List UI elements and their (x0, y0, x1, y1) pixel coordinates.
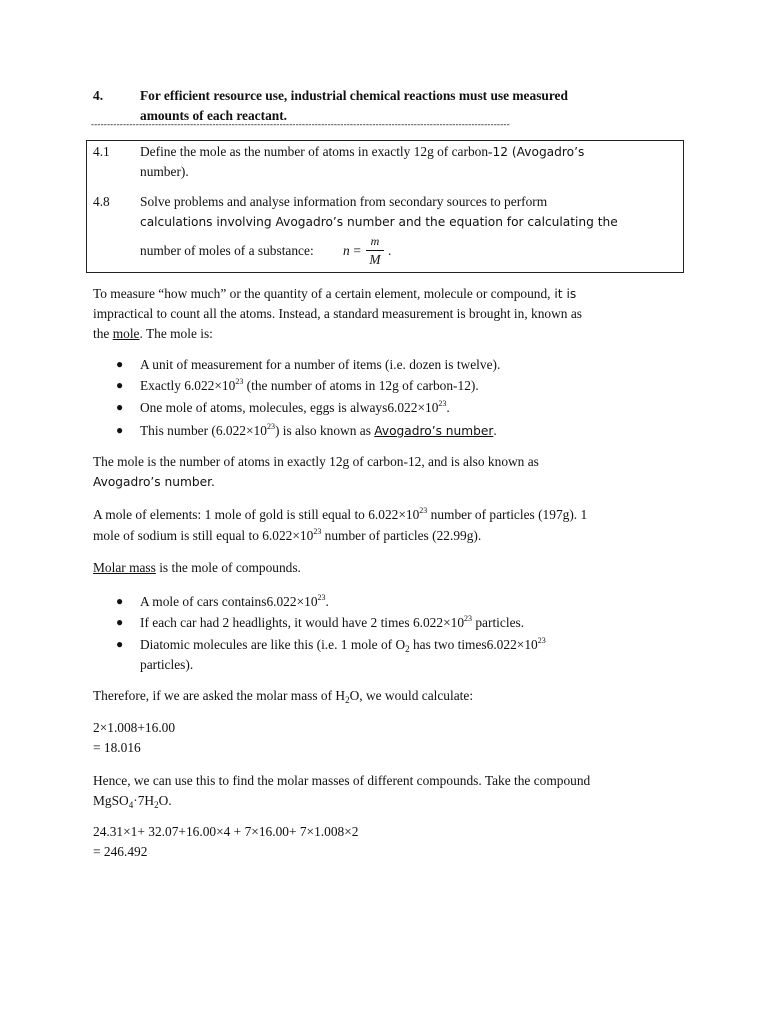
bullet-cars-pre: A mole of cars contains (140, 594, 267, 609)
bullet-dot: ● (116, 637, 124, 651)
avogadro-number-term: Avogadro’s number (374, 424, 494, 438)
equation-period: . (388, 243, 392, 258)
formula-sub-1: 4 (128, 800, 134, 811)
elements-line-2 (93, 526, 481, 546)
water-calculation-line-1: 2×1.008+16.00 (93, 720, 176, 735)
avogadro-mantissa: 6.022×10 (412, 615, 465, 630)
avogadro-mantissa: 6.022×10 (262, 528, 314, 543)
avogadro-mantissa: 6.022×10 (387, 400, 439, 415)
avogadro-mantissa: 6.022×10 (486, 637, 538, 652)
formula-part-2: 7H (137, 793, 155, 809)
avogadro-exponent: 23 (419, 506, 428, 515)
avogadro-exponent: 23 (464, 614, 473, 623)
outcome-text-4-8 (140, 192, 618, 232)
avogadro-constant (387, 400, 446, 415)
dashed-divider: ----------------------------------------------------------------------------------------------------------------------------------- (91, 119, 510, 129)
elements-line-1a: A mole of elements: 1 mole of gold is still equal to (93, 507, 369, 522)
formula-dot: · (133, 793, 138, 809)
water-line-post: O, we would calculate: (349, 688, 474, 703)
bullet-cars (140, 592, 329, 612)
intro-line-3a: the (93, 326, 113, 342)
water-calculation-result: = 18.016 (93, 740, 141, 756)
avogadro-constant (487, 637, 546, 652)
bullet-always (140, 398, 450, 418)
avogadro-exponent: 23 (537, 636, 546, 645)
heading-line-2: amounts of each reactant. (140, 108, 288, 124)
compound-formula (93, 791, 590, 811)
section-number: 4. (93, 88, 104, 103)
outcome-text-4-1 (140, 142, 584, 182)
bullet-dot: ● (116, 400, 124, 414)
bullet-also-known-mid: ) is also known as (274, 423, 375, 438)
bullet-also-known-post: . (493, 423, 497, 438)
outcome-4-8-line-1: Solve problems and analyse information from secondary sources to perform (140, 194, 548, 209)
bullet-unit: A unit of measurement for a number of items (i.e. dozen is twelve). (140, 357, 501, 372)
bullet-diatomic (140, 635, 546, 655)
bullet-dot: ● (116, 378, 124, 392)
outcome-4-8-line-3: number of moles of a substance: (140, 243, 314, 258)
bullet-diatomic-line-2: particles). (140, 657, 194, 672)
avogadro-constant (266, 594, 325, 609)
mole-definition-line-2: Avogadro’s number. (93, 475, 215, 490)
compound-paragraph (93, 771, 590, 811)
avogadro-exponent: 23 (438, 399, 447, 408)
bullet-always-pre: One mole of atoms, molecules, eggs is always (140, 400, 388, 415)
water-line-pre: Therefore, if we are asked the molar mass of H (93, 688, 346, 703)
bullet-dot: ● (116, 357, 124, 371)
intro-paragraph (93, 284, 582, 344)
molar-mass-line (93, 558, 301, 578)
equation-denominator: M (369, 252, 381, 267)
intro-line-3b: . The mole is: (139, 326, 213, 342)
hydrogen-subscript: 2 (345, 695, 350, 705)
avogadro-mantissa: 6.022×10 (184, 378, 236, 393)
avogadro-exponent: 23 (235, 377, 244, 386)
elements-line-2b: number of particles (22.99g). (321, 528, 482, 543)
equation-n: n (343, 243, 350, 258)
outcome-code-4-1: 4.1 (93, 144, 110, 159)
bullet-also-known (140, 421, 497, 441)
outcome-code-4-8: 4.8 (93, 194, 110, 209)
bullet-always-post: . (446, 400, 450, 415)
bullet-dot: ● (116, 423, 124, 437)
water-calculation (93, 718, 175, 758)
bullet-headlights-pre: If each car had 2 headlights, it would have 2 times (140, 615, 413, 630)
intro-line-1a: To measure “how much” or the quantity of a certain element, molecule or compound, (93, 286, 551, 301)
avogadro-exponent: 23 (317, 593, 326, 602)
mole-definition-paragraph (93, 452, 539, 492)
oxygen-subscript: 2 (405, 644, 410, 654)
elements-line-1b: number of particles (197g). 1 (427, 507, 588, 522)
avogadro-constant (413, 615, 472, 630)
equation-equals: = (350, 243, 365, 258)
compound-line-1: Hence, we can use this to find the molar masses of different compounds. Take the compound (93, 773, 591, 788)
formula-part-1: MgSO (93, 793, 129, 809)
bullet-dot: ● (116, 615, 124, 629)
intro-line-2: impractical to count all the atoms. Instead, a standard measurement is brought in, known as (93, 306, 583, 322)
bullet-cars-post: . (325, 594, 329, 609)
bullet-exactly-pre: Exactly (140, 378, 185, 393)
mole-definition-line-1: The mole is the number of atoms in exactly 12g of carbon-12, and is also known as (93, 454, 539, 469)
avogadro-mantissa: 6.022×10 (215, 423, 267, 438)
bullet-also-known-pre: This number ( (140, 423, 216, 438)
bullet-diatomic-pre: Diatomic molecules are like this (i.e. 1 mole of O (140, 637, 406, 652)
molar-mass-rest: is the mole of compounds. (155, 560, 301, 575)
mole-term: mole (112, 326, 140, 342)
intro-line-1b: it is (550, 287, 577, 301)
bullet-exactly (140, 376, 479, 396)
outcome-4-8-line-2: calculations involving Avogadro’s number and the equation for calculating the (140, 215, 618, 230)
avogadro-mantissa: 6.022×10 (266, 594, 318, 609)
water-line (93, 686, 473, 706)
compound-calculation (93, 822, 358, 862)
molar-mass-term: Molar mass (93, 560, 156, 575)
formula-sub-2: 2 (154, 800, 159, 811)
avogadro-mantissa: 6.022×10 (368, 507, 420, 522)
elements-line-2a: mole of sodium is still equal to (93, 528, 263, 543)
avogadro-constant (216, 423, 275, 438)
avogadro-constant (184, 378, 243, 393)
bullet-dot: ● (116, 594, 124, 608)
avogadro-exponent: 23 (266, 422, 275, 431)
outcome-4-1-line-1a: Define the mole as the number of atoms in exactly 12g of carbon- (140, 144, 493, 159)
bullet-exactly-post: (the number of atoms in 12g of carbon-12). (243, 378, 479, 393)
formula-part-3: O. (158, 793, 172, 809)
avogadro-constant (262, 528, 321, 543)
avogadro-constant (368, 507, 427, 522)
outcome-4-1-line-2: number). (140, 164, 189, 180)
heading-line-1: For efficient resource use, industrial chemical reactions must use measured (140, 88, 568, 103)
bullet-diatomic-mid: has two times (409, 637, 487, 652)
bullet-headlights (140, 613, 524, 633)
equation-numerator: m (370, 234, 380, 248)
avogadro-exponent: 23 (313, 527, 322, 536)
compound-calculation-result: = 246.492 (93, 844, 148, 860)
bullet-headlights-post: particles. (472, 615, 525, 630)
elements-line-1 (93, 505, 587, 525)
outcome-4-1-line-1b: 12 (Avogadro’s (492, 145, 585, 159)
compound-calculation-line-1: 24.31×1+ 32.07+16.00×4 + 7×16.00+ 7×1.008×2 (93, 824, 359, 839)
